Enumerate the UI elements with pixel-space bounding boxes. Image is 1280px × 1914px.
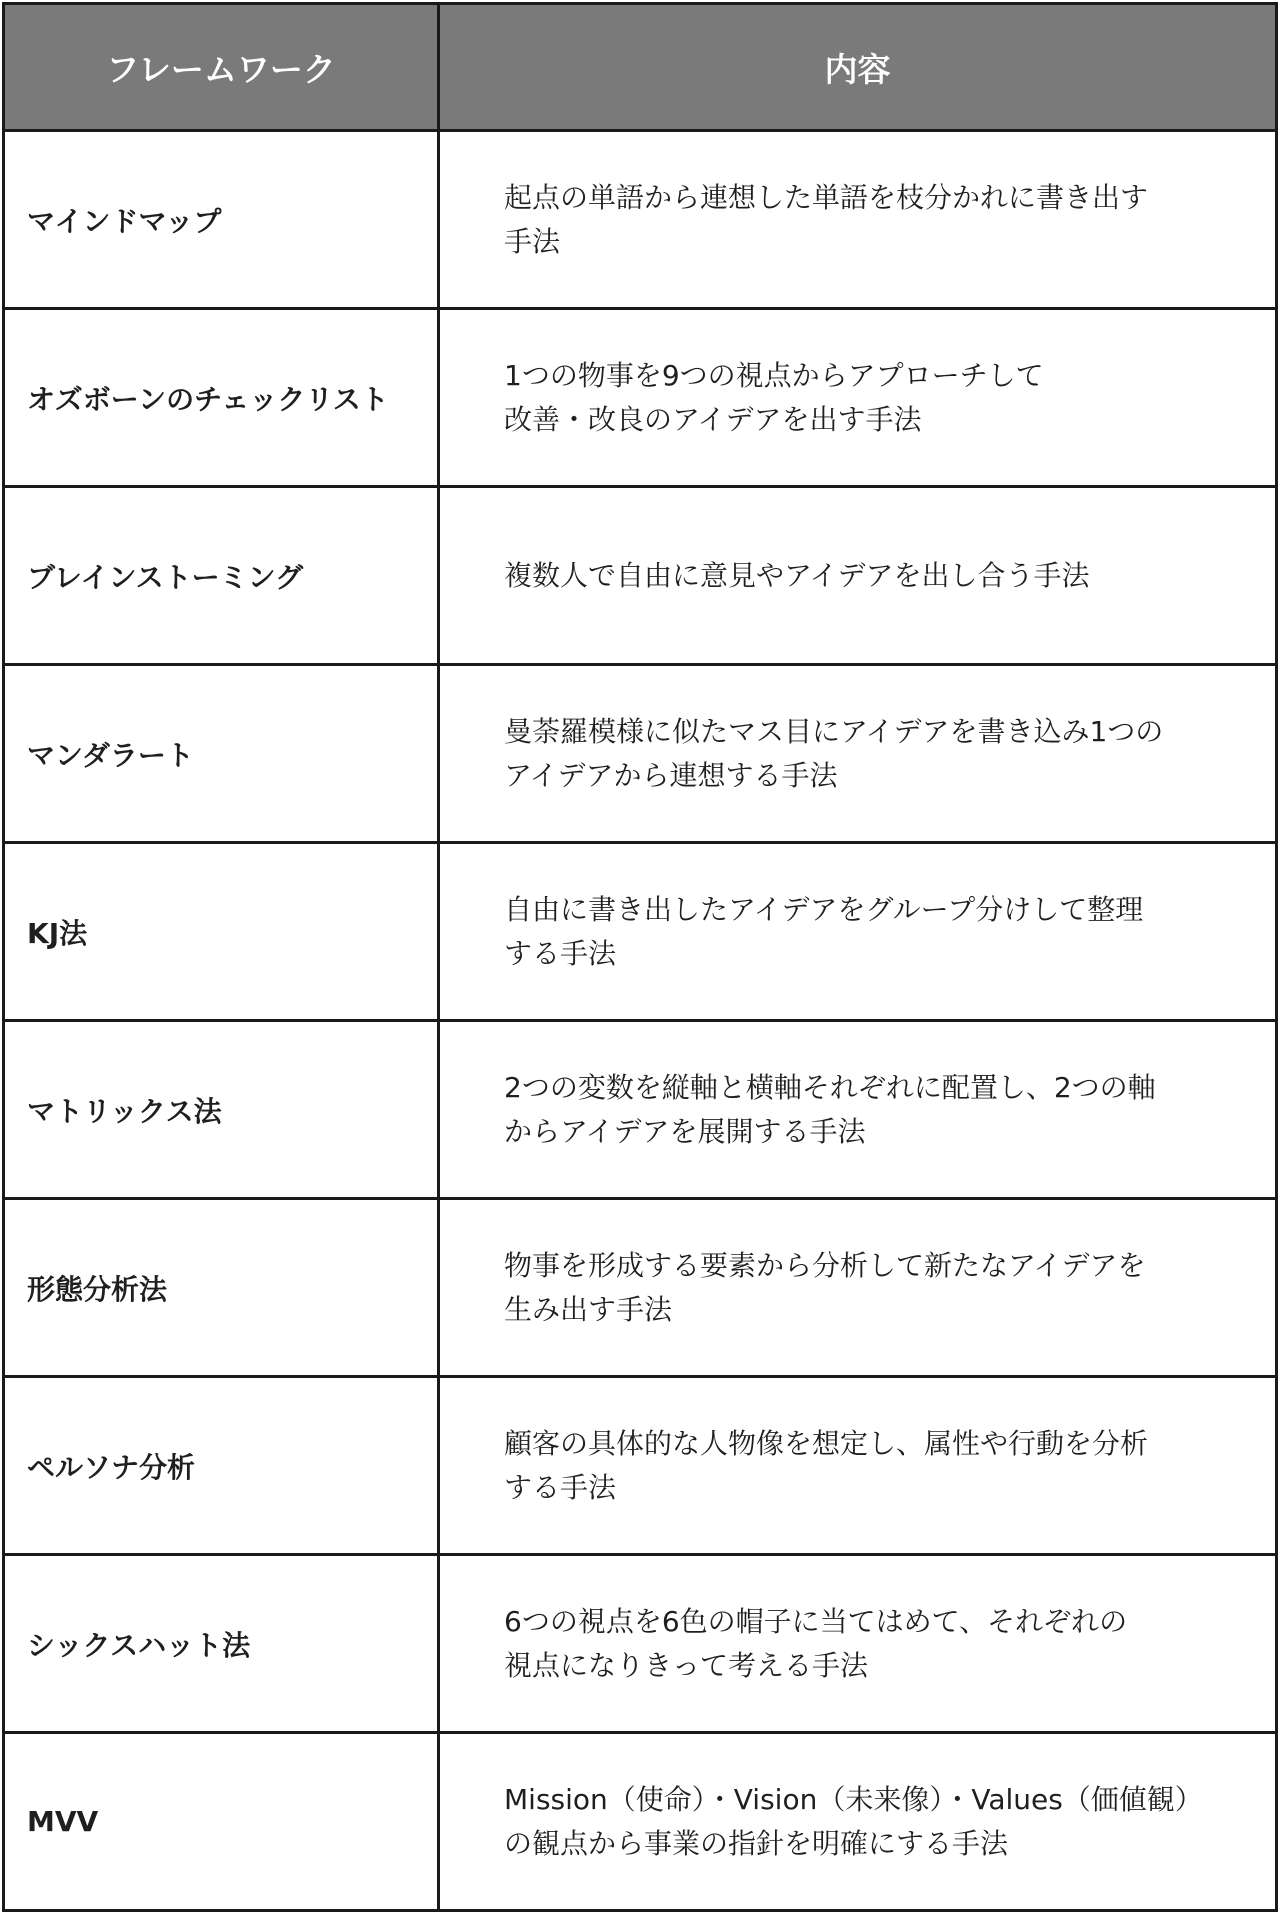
- table-row-framework-name: マンダラート: [5, 666, 437, 841]
- description-line: 起点の単語から連想した単語を枝分かれに書き出す: [504, 180, 1149, 214]
- description-line: 改善・改良のアイデアを出す手法: [504, 402, 922, 436]
- description-line: 生み出す手法: [504, 1292, 673, 1326]
- table-row-description: [440, 488, 1275, 663]
- table-row-framework-name: 形態分析法: [5, 1200, 437, 1375]
- description-line: Mission（使命）・Vision（未来像）・Values（価値観）: [504, 1782, 1203, 1816]
- framework-table: [2, 2, 1278, 1912]
- table-row-description: [440, 1734, 1275, 1909]
- table-row-framework-name: シックスハット法: [5, 1556, 437, 1731]
- description-line: 2つの変数を縦軸と横軸それぞれに配置し、2つの軸: [504, 1070, 1156, 1104]
- table-row-description: [440, 1022, 1275, 1197]
- description-line: する手法: [504, 1470, 617, 1504]
- table-row-description: [440, 1200, 1275, 1375]
- description-line: からアイデアを展開する手法: [504, 1114, 866, 1148]
- table-row-description: [440, 132, 1275, 307]
- description-line: 視点になりきって考える手法: [504, 1648, 869, 1682]
- table-row-framework-name: ブレインストーミング: [5, 488, 437, 663]
- description-line: 複数人で自由に意見やアイデアを出し合う手法: [504, 558, 1090, 592]
- table-row-description: [440, 310, 1275, 485]
- description-line: 1つの物事を9つの視点からアプローチして: [504, 358, 1044, 392]
- table-row-framework-name: マトリックス法: [5, 1022, 437, 1197]
- table-row-description: [440, 1378, 1275, 1553]
- table-row-description: [440, 666, 1275, 841]
- description-line: 自由に書き出したアイデアをグループ分けして整理: [504, 892, 1144, 926]
- header-framework: フレームワーク: [5, 5, 437, 129]
- header-content: 内容: [440, 5, 1275, 129]
- table-row-framework-name: オズボーンのチェックリスト: [5, 310, 437, 485]
- table-row-description: [440, 1556, 1275, 1731]
- table-row-framework-name: マインドマップ: [5, 132, 437, 307]
- description-line: する手法: [504, 936, 617, 970]
- table-row-framework-name: MVV: [5, 1734, 437, 1909]
- table-row-framework-name: ペルソナ分析: [5, 1378, 437, 1553]
- description-line: 曼荼羅模様に似たマス目にアイデアを書き込み1つの: [504, 714, 1164, 748]
- description-line: 物事を形成する要素から分析して新たなアイデアを: [504, 1248, 1146, 1282]
- description-line: 手法: [504, 224, 561, 258]
- description-line: 6つの視点を6色の帽子に当てはめて、それぞれの: [504, 1604, 1128, 1638]
- description-line: アイデアから連想する手法: [504, 758, 838, 792]
- table-row-framework-name: KJ法: [5, 844, 437, 1019]
- table-row-description: [440, 844, 1275, 1019]
- description-line: の観点から事業の指針を明確にする手法: [504, 1826, 1009, 1860]
- description-line: 顧客の具体的な人物像を想定し、属性や行動を分析: [504, 1426, 1149, 1460]
